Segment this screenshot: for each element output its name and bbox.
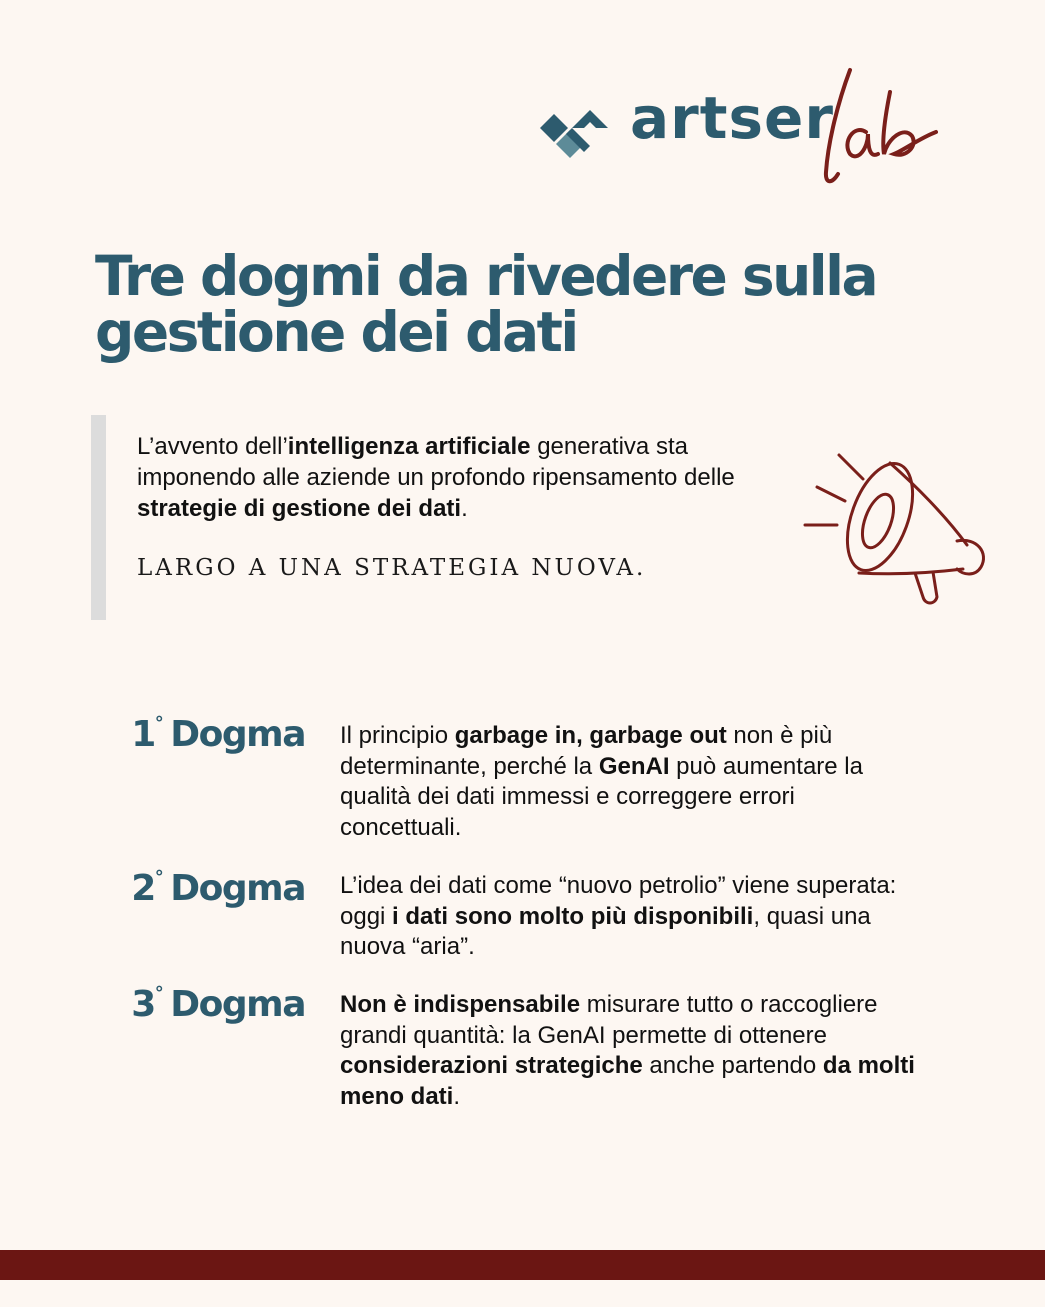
artser-logo-icon [538,104,610,164]
dogma-2-label: 2° Dogma [131,867,305,909]
quote-bar [91,415,106,620]
dogma-1-label: 1° Dogma [131,713,305,755]
dogma-2-text: L’idea dei dati come “nuovo petrolio” viene superata: oggi i dati sono molto più disponibili, quasi una nuova “aria”. [340,872,897,960]
dogma-1-text: Il principio garbage in, garbage out non è più determinante, perché la GenAI può aumentare la qualità dei dati immessi e correggere errori concettuali. [340,722,863,841]
title-line-2: gestione dei dati [95,300,577,364]
logo-lab-script [808,62,938,192]
tagline: LARGO A UNA STRATEGIA NUOVA. [137,555,647,581]
megaphone-icon [795,445,995,615]
title-line-1: Tre dogmi da rivedere sulla [95,244,877,308]
logo-brand-text: artser [630,84,834,152]
intro-paragraph: L’avvento dell’intelligenza artificiale generativa sta imponendo alle aziende un profondo ripensamento delle strategie di gestione dei dati. [137,433,735,522]
dogma-3-text: Non è indispensabile misurare tutto o raccogliere grandi quantità: la GenAI permette di ottenere considerazioni strategiche anche partendo da molti meno dati. [340,991,915,1110]
page-title [95,244,915,364]
brand-logo [538,62,938,192]
footer-bar [0,1250,1045,1280]
dogma-3-label: 3° Dogma [131,983,305,1025]
